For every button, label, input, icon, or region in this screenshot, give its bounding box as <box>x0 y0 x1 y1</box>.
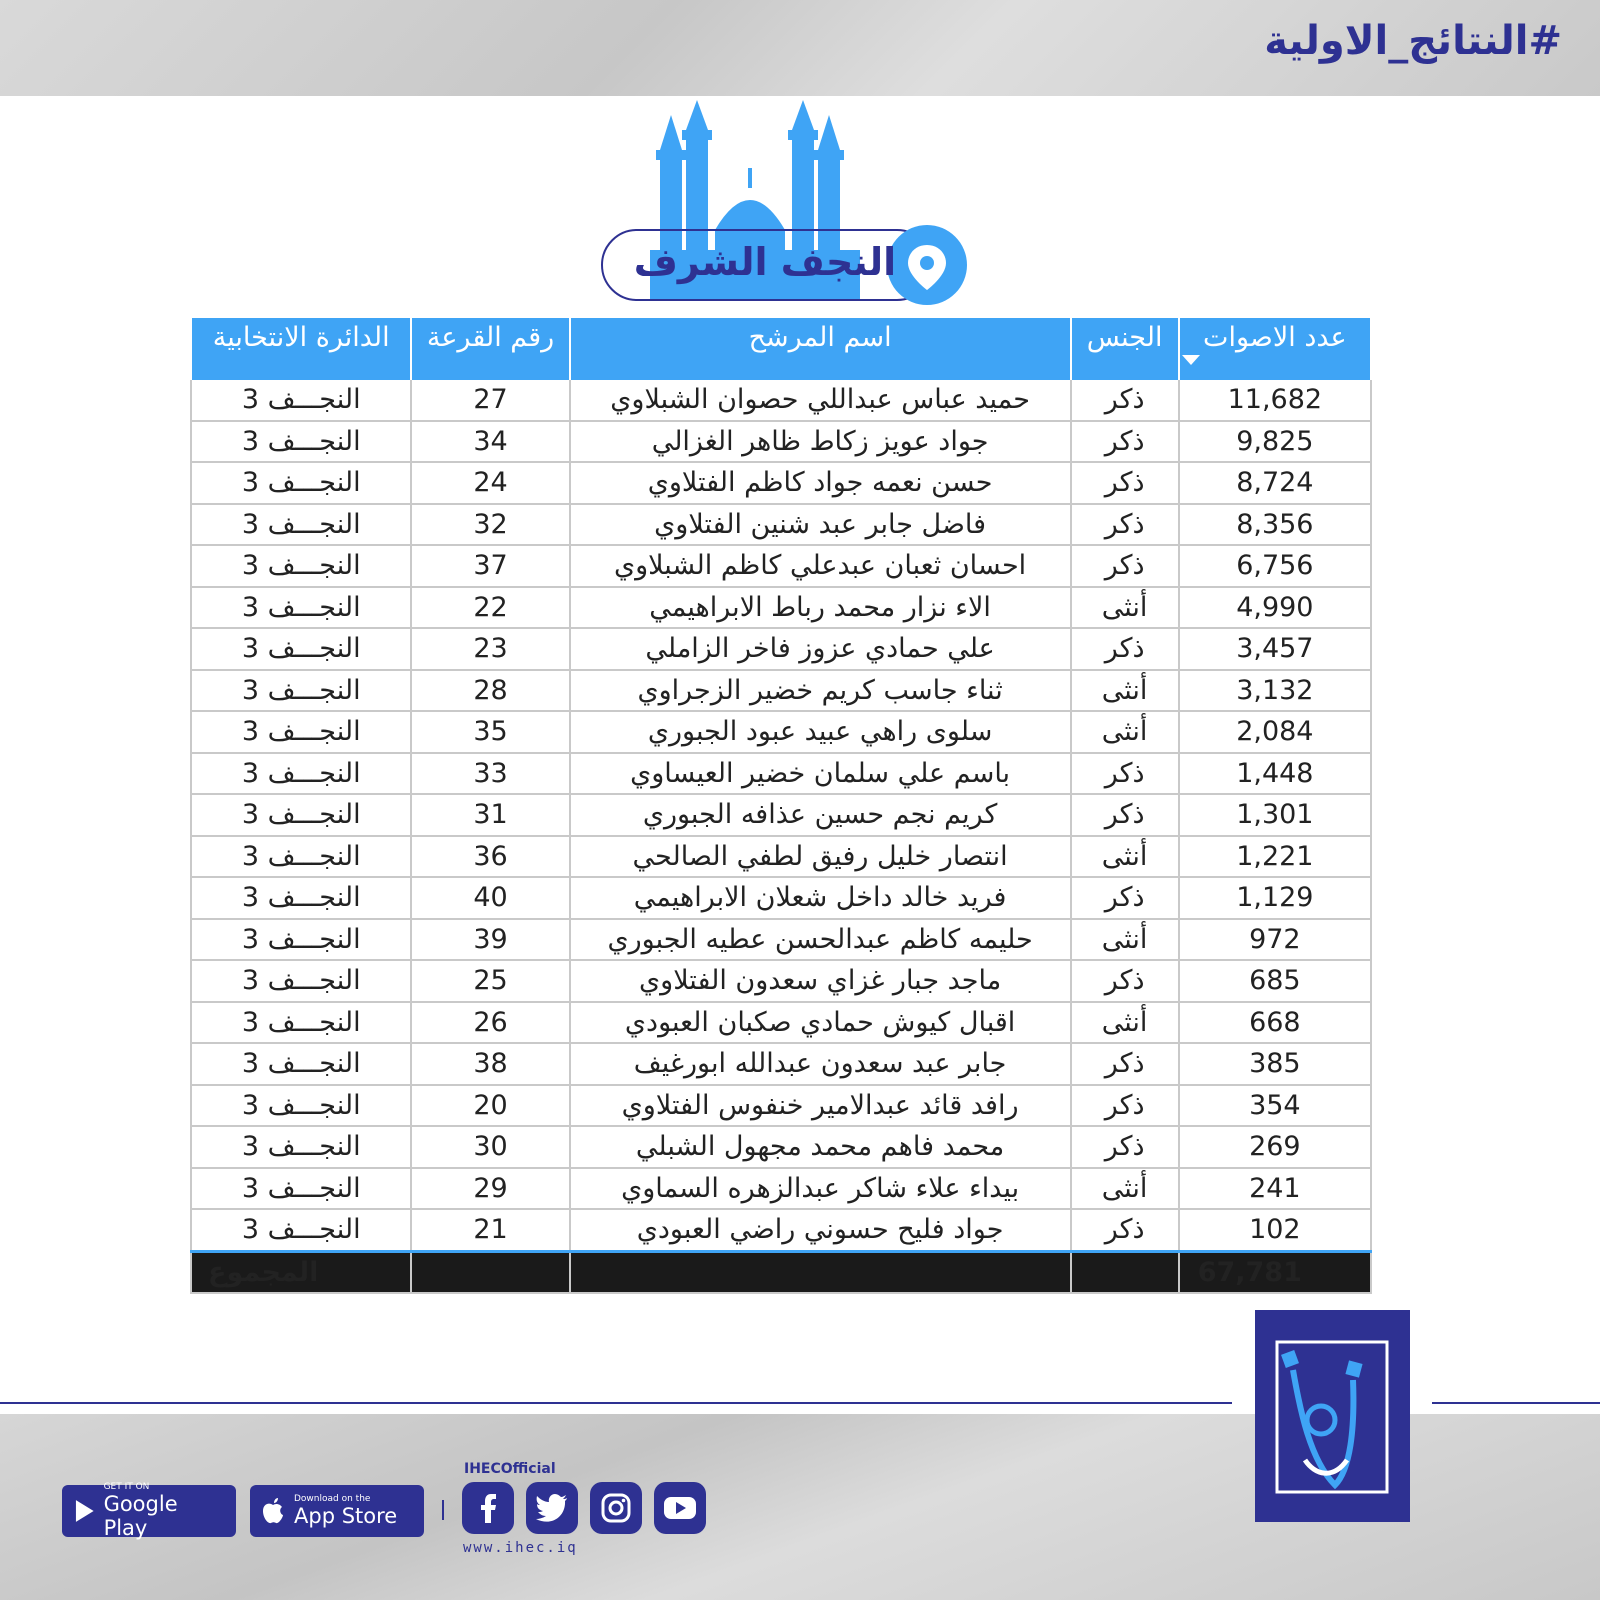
google-play-big-text: Google Play <box>103 1492 178 1540</box>
cell-district: النجـــف 3 <box>191 1209 411 1251</box>
cell-name: حليمه كاظم عبدالحسن عطيه الجبوري <box>570 919 1071 961</box>
table-row <box>191 380 1371 421</box>
cell-votes: 668 <box>1179 1002 1371 1044</box>
cell-gender: أنثى <box>1071 919 1179 961</box>
cell-votes: 241 <box>1179 1168 1371 1210</box>
cell-name: جواد فليح حسوني راضي العبودي <box>570 1209 1071 1251</box>
table-row <box>191 545 1371 587</box>
cell-name: فريد خالد داخل شعلان الابراهيمي <box>570 877 1071 919</box>
table-row <box>191 421 1371 463</box>
cell-number: 40 <box>411 877 569 919</box>
header-votes[interactable]: عدد الاصوات <box>1179 318 1371 380</box>
cell-number: 26 <box>411 1002 569 1044</box>
cell-gender: أنثى <box>1071 587 1179 629</box>
table-row <box>191 1002 1371 1044</box>
cell-number: 29 <box>411 1168 569 1210</box>
cell-name: انتصار خليل رفيق لطفي الصالحي <box>570 836 1071 878</box>
table-row <box>191 1168 1371 1210</box>
cell-district: النجـــف 3 <box>191 711 411 753</box>
cell-number: 31 <box>411 794 569 836</box>
google-play-button[interactable] <box>62 1482 236 1540</box>
cell-votes: 8,724 <box>1179 462 1371 504</box>
table-row <box>191 628 1371 670</box>
cell-gender: ذكر <box>1071 1043 1179 1085</box>
table-row <box>191 753 1371 795</box>
header-name[interactable]: اسم المرشح <box>570 318 1071 380</box>
table-row <box>191 836 1371 878</box>
cell-number: 20 <box>411 1085 569 1127</box>
cell-number: 35 <box>411 711 569 753</box>
cell-votes: 1,221 <box>1179 836 1371 878</box>
twitter-icon[interactable] <box>526 1482 578 1534</box>
cell-votes: 3,132 <box>1179 670 1371 712</box>
cell-district: النجـــف 3 <box>191 1085 411 1127</box>
cell-gender: أنثى <box>1071 836 1179 878</box>
cell-votes: 385 <box>1179 1043 1371 1085</box>
cell-district: النجـــف 3 <box>191 670 411 712</box>
table-row <box>191 587 1371 629</box>
cell-district: النجـــف 3 <box>191 545 411 587</box>
table-row <box>191 919 1371 961</box>
cell-number: 36 <box>411 836 569 878</box>
header-district[interactable]: الدائرة الانتخابية <box>191 318 411 380</box>
cell-name: ماجد جبار غزاي سعدون الفتلاوي <box>570 960 1071 1002</box>
cell-gender: أنثى <box>1071 711 1179 753</box>
table-row <box>191 504 1371 546</box>
footer-separator <box>442 1500 444 1520</box>
cell-district: النجـــف 3 <box>191 794 411 836</box>
google-play-small-text: GET IT ON <box>103 1482 150 1492</box>
cell-votes: 1,448 <box>1179 753 1371 795</box>
cell-number: 34 <box>411 421 569 463</box>
cell-district: النجـــف 3 <box>191 1043 411 1085</box>
table-row <box>191 1043 1371 1085</box>
apple-icon <box>260 1497 286 1525</box>
cell-gender: ذكر <box>1071 1085 1179 1127</box>
total-empty-cell <box>1071 1251 1179 1293</box>
cell-name: ثناء جاسب كريم خضير الزجراوي <box>570 670 1071 712</box>
instagram-icon[interactable] <box>590 1482 642 1534</box>
cell-votes: 972 <box>1179 919 1371 961</box>
cell-number: 32 <box>411 504 569 546</box>
cell-votes: 1,301 <box>1179 794 1371 836</box>
cell-gender: ذكر <box>1071 504 1179 546</box>
cell-district: النجـــف 3 <box>191 462 411 504</box>
cell-name: الاء نزار محمد رباط الابراهيمي <box>570 587 1071 629</box>
ihec-logo <box>1255 1310 1410 1522</box>
table-body <box>191 380 1371 1251</box>
cell-gender: أنثى <box>1071 1168 1179 1210</box>
results-table <box>190 318 1372 1294</box>
table-row <box>191 794 1371 836</box>
cell-district: النجـــف 3 <box>191 919 411 961</box>
total-label: المجموع <box>191 1251 411 1293</box>
cell-name: رافد قائد عبدالامير خنفوس الفتلاوي <box>570 1085 1071 1127</box>
cell-gender: أنثى <box>1071 1002 1179 1044</box>
cell-gender: ذكر <box>1071 1126 1179 1168</box>
facebook-icon[interactable] <box>462 1482 514 1534</box>
app-store-big-text: App Store <box>294 1504 398 1528</box>
cell-gender: ذكر <box>1071 421 1179 463</box>
cell-votes: 4,990 <box>1179 587 1371 629</box>
cell-gender: ذكر <box>1071 462 1179 504</box>
cell-votes: 685 <box>1179 960 1371 1002</box>
cell-votes: 3,457 <box>1179 628 1371 670</box>
social-handle: IHECOfficial <box>464 1461 556 1477</box>
cell-gender: ذكر <box>1071 960 1179 1002</box>
cell-votes: 8,356 <box>1179 504 1371 546</box>
cell-gender: ذكر <box>1071 545 1179 587</box>
cell-number: 38 <box>411 1043 569 1085</box>
cell-votes: 2,084 <box>1179 711 1371 753</box>
hashtag-title: #النتائج_الاولية <box>1264 18 1562 64</box>
total-row <box>191 1251 1371 1293</box>
cell-name: احسان ثعبان عبدعلي كاظم الشبلاوي <box>570 545 1071 587</box>
cell-number: 30 <box>411 1126 569 1168</box>
website-url[interactable]: www.ihec.iq <box>463 1540 578 1556</box>
cell-votes: 269 <box>1179 1126 1371 1168</box>
cell-gender: ذكر <box>1071 380 1179 421</box>
cell-district: النجـــف 3 <box>191 1126 411 1168</box>
cell-district: النجـــف 3 <box>191 421 411 463</box>
footer-divider-line <box>0 1402 1232 1404</box>
cell-name: اقبال كيوش حمادي صكبان العبودي <box>570 1002 1071 1044</box>
table-row <box>191 1209 1371 1251</box>
total-empty-cell <box>411 1251 569 1293</box>
city-title: النجف الشرف <box>633 240 897 284</box>
cell-votes: 6,756 <box>1179 545 1371 587</box>
cell-votes: 354 <box>1179 1085 1371 1127</box>
cell-district: النجـــف 3 <box>191 587 411 629</box>
cell-votes: 102 <box>1179 1209 1371 1251</box>
table-header-row <box>191 318 1371 380</box>
cell-gender: ذكر <box>1071 753 1179 795</box>
app-store-small-text: Download on the <box>294 1494 371 1504</box>
table-row <box>191 462 1371 504</box>
cell-number: 27 <box>411 380 569 421</box>
cell-name: بيداء علاء شاكر عبدالزهره السماوي <box>570 1168 1071 1210</box>
cell-number: 37 <box>411 545 569 587</box>
cell-district: النجـــف 3 <box>191 504 411 546</box>
ihec-logo-mark <box>1255 1310 1410 1522</box>
cell-votes: 9,825 <box>1179 421 1371 463</box>
app-store-button[interactable] <box>250 1485 424 1537</box>
header-number[interactable]: رقم القرعة <box>411 318 569 380</box>
cell-votes: 11,682 <box>1179 380 1371 421</box>
table-row <box>191 711 1371 753</box>
table-row <box>191 670 1371 712</box>
cell-district: النجـــف 3 <box>191 628 411 670</box>
cell-number: 28 <box>411 670 569 712</box>
cell-district: النجـــف 3 <box>191 380 411 421</box>
cell-name: حسن نعمه جواد كاظم الفتلاوي <box>570 462 1071 504</box>
cell-name: سلوى راهي عبيد عبود الجبوري <box>570 711 1071 753</box>
cell-number: 23 <box>411 628 569 670</box>
table-row <box>191 960 1371 1002</box>
cell-gender: ذكر <box>1071 1209 1179 1251</box>
total-value: 67,781 <box>1179 1251 1371 1293</box>
cell-gender: ذكر <box>1071 877 1179 919</box>
cell-name: كريم نجم حسين عذافه الجبوري <box>570 794 1071 836</box>
cell-gender: أنثى <box>1071 670 1179 712</box>
table-row <box>191 1126 1371 1168</box>
cell-number: 25 <box>411 960 569 1002</box>
cell-gender: ذكر <box>1071 628 1179 670</box>
cell-name: جابر عبد سعدون عبدالله ابورغيف <box>570 1043 1071 1085</box>
cell-name: باسم علي سلمان خضير العيساوي <box>570 753 1071 795</box>
table-row <box>191 1085 1371 1127</box>
cell-name: محمد فاهم محمد مجهول الشبلي <box>570 1126 1071 1168</box>
footer-divider-line <box>1432 1402 1600 1404</box>
cell-number: 24 <box>411 462 569 504</box>
cell-district: النجـــف 3 <box>191 836 411 878</box>
cell-number: 39 <box>411 919 569 961</box>
cell-votes: 1,129 <box>1179 877 1371 919</box>
cell-name: جواد عويز زكاط ظاهر الغزالي <box>570 421 1071 463</box>
cell-gender: ذكر <box>1071 794 1179 836</box>
cell-name: فاضل جابر عبد شنين الفتلاوي <box>570 504 1071 546</box>
cell-district: النجـــف 3 <box>191 960 411 1002</box>
cell-name: حميد عباس عبداللي حصوان الشبلاوي <box>570 380 1071 421</box>
cell-number: 22 <box>411 587 569 629</box>
youtube-icon[interactable] <box>654 1482 706 1534</box>
cell-district: النجـــف 3 <box>191 753 411 795</box>
cell-name: علي حمادي عزوز فاخر الزاملي <box>570 628 1071 670</box>
cell-district: النجـــف 3 <box>191 1002 411 1044</box>
header-gender[interactable]: الجنس <box>1071 318 1179 380</box>
table-row <box>191 877 1371 919</box>
cell-number: 21 <box>411 1209 569 1251</box>
google-play-icon <box>72 1498 98 1524</box>
cell-number: 33 <box>411 753 569 795</box>
total-empty-cell <box>570 1251 1071 1293</box>
sort-down-icon[interactable] <box>1182 355 1200 365</box>
cell-district: النجـــف 3 <box>191 1168 411 1210</box>
cell-district: النجـــف 3 <box>191 877 411 919</box>
